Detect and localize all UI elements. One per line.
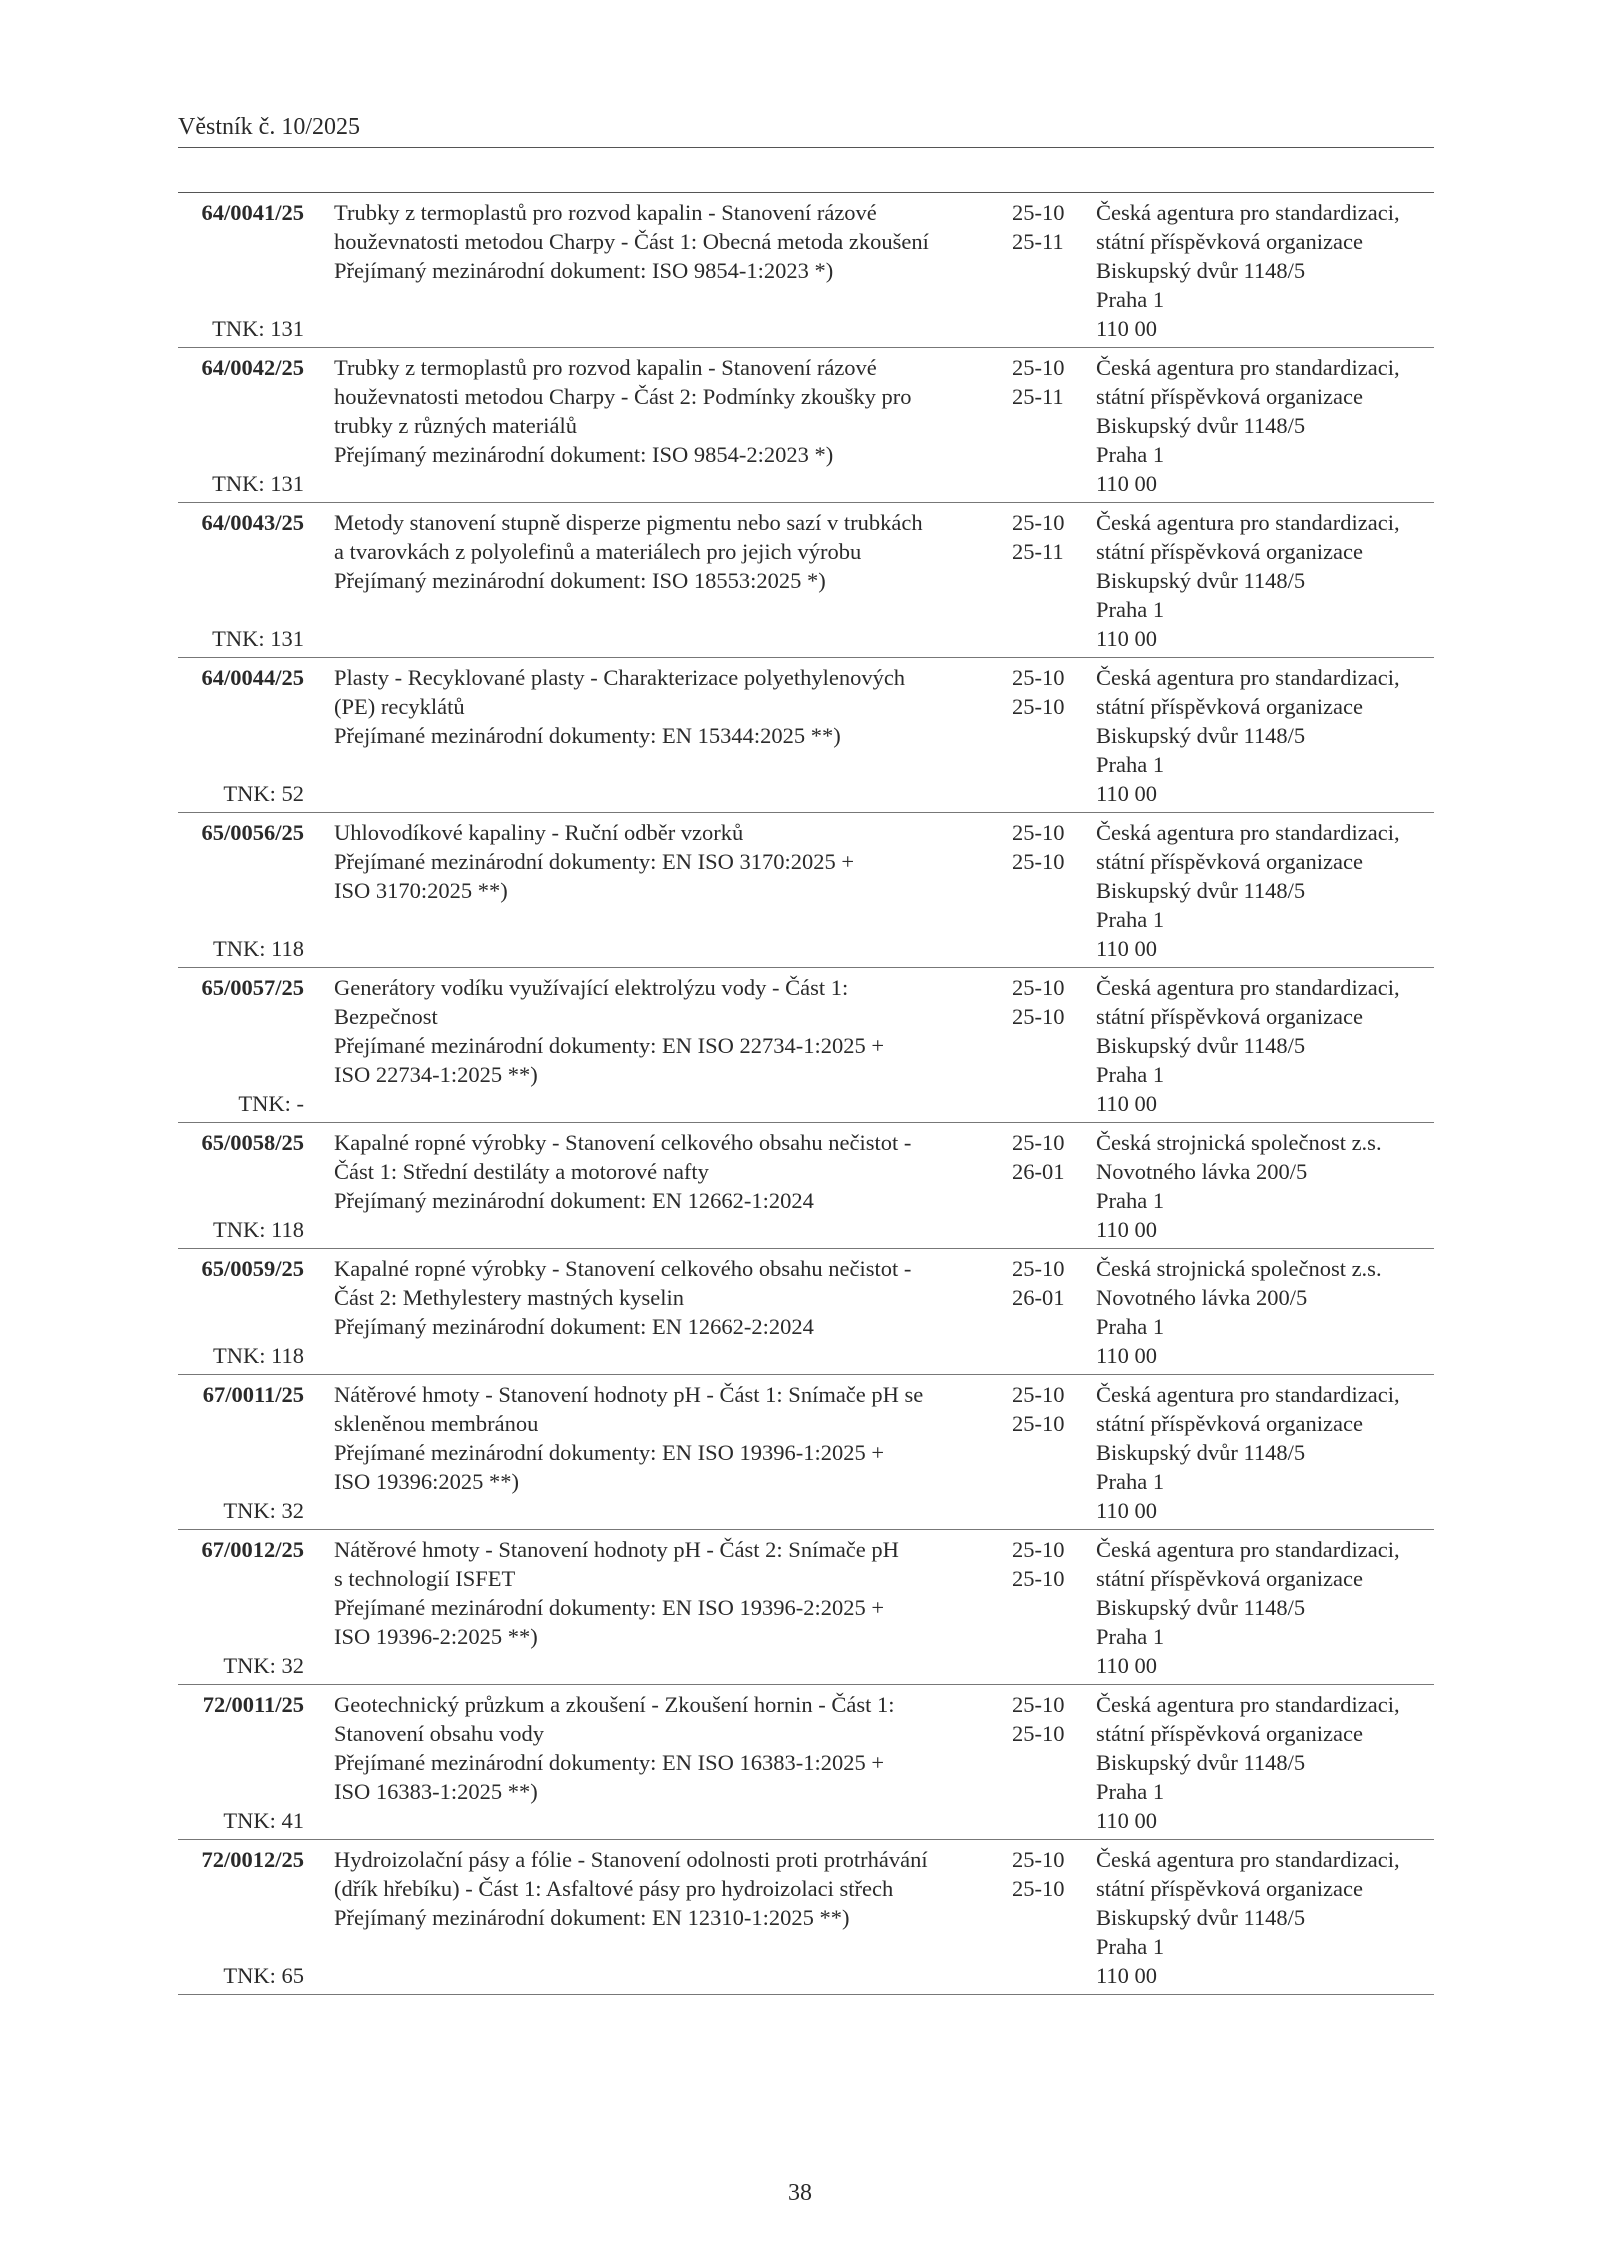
date-value: 25-11 [1012, 229, 1064, 254]
address-line: státní příspěvková organizace [1096, 384, 1363, 409]
address-line: Česká agentura pro standardizaci, [1096, 1382, 1400, 1407]
address-line: Česká agentura pro standardizaci, [1096, 355, 1400, 380]
date-cell [1012, 1128, 1074, 1244]
organization-address [1074, 1535, 1434, 1680]
date-value: 25-10 [1012, 355, 1065, 380]
description-line: houževnatosti metodou Charpy - Část 2: Podmínky zkoušky pro [334, 384, 912, 409]
tnk-label: TNK: 118 [212, 1343, 304, 1368]
address-line: Biskupský dvůr 1148/5 [1096, 1595, 1306, 1620]
address-line: 110 00 [1096, 316, 1158, 341]
standard-description [304, 1690, 1012, 1835]
description-line: skleněnou membránou [334, 1411, 539, 1436]
description-line: ISO 22734-1:2025 **) [334, 1062, 538, 1087]
description-line: Přejímané mezinárodní dokumenty: EN ISO 22734-1:2025 + [334, 1033, 885, 1058]
description-line: houževnatosti metodou Charpy - Část 1: Obecná metoda zkoušení [334, 229, 929, 254]
standard-number: 65/0059/25 [201, 1256, 304, 1281]
description-line: Přejímaný mezinárodní dokument: EN 12662-1:2024 [334, 1188, 814, 1213]
organization-address [1074, 818, 1434, 963]
table-row [178, 1375, 1434, 1530]
standard-id-cell [178, 1535, 304, 1680]
standard-id-cell [178, 198, 304, 343]
standard-id-cell [178, 1128, 304, 1244]
address-line: Novotného lávka 200/5 [1096, 1285, 1308, 1310]
date-cell [1012, 663, 1074, 808]
standard-description [304, 663, 1012, 808]
table-row [178, 503, 1434, 658]
standard-id-cell [178, 1380, 304, 1525]
standard-description [304, 1535, 1012, 1680]
organization-address [1074, 663, 1434, 808]
tnk-label: TNK: 131 [212, 316, 304, 341]
description-line: Plasty - Recyklované plasty - Charakterizace polyethylenových [334, 665, 906, 690]
date-value: 25-10 [1012, 1847, 1065, 1872]
date-value: 25-10 [1012, 200, 1065, 225]
date-value: 25-10 [1012, 665, 1065, 690]
date-value: 26-01 [1012, 1159, 1065, 1184]
description-line: Přejímané mezinárodní dokumenty: EN 15344:2025 **) [334, 723, 841, 748]
description-line: ISO 19396-2:2025 **) [334, 1624, 538, 1649]
date-cell [1012, 1845, 1074, 1990]
address-line: Česká agentura pro standardizaci, [1096, 510, 1400, 535]
date-value: 25-10 [1012, 1566, 1065, 1591]
table-row [178, 1123, 1434, 1249]
standard-number: 72/0011/25 [202, 1692, 304, 1717]
description-line: ISO 3170:2025 **) [334, 878, 508, 903]
description-line: Bezpečnost [334, 1004, 438, 1029]
standard-number: 64/0043/25 [201, 510, 304, 535]
address-line: Praha 1 [1096, 1314, 1165, 1339]
description-line: Přejímané mezinárodní dokumenty: EN ISO 16383-1:2025 + [334, 1750, 885, 1775]
description-line: Kapalné ropné výrobky - Stanovení celkového obsahu nečistot - [334, 1130, 912, 1155]
description-line: Uhlovodíkové kapaliny - Ruční odběr vzorků [334, 820, 744, 845]
organization-address [1074, 1254, 1434, 1370]
standard-description [304, 1254, 1012, 1370]
date-cell [1012, 1380, 1074, 1525]
date-value: 26-01 [1012, 1285, 1065, 1310]
address-line: Praha 1 [1096, 1469, 1165, 1494]
date-cell [1012, 508, 1074, 653]
date-value: 25-10 [1012, 1537, 1065, 1562]
tnk-label: TNK: 65 [223, 1963, 304, 1988]
standard-number: 64/0044/25 [201, 665, 304, 690]
standard-id-cell [178, 1690, 304, 1835]
date-value: 25-11 [1012, 539, 1064, 564]
description-line: Trubky z termoplastů pro rozvod kapalin - Stanovení rázové [334, 200, 877, 225]
address-line: státní příspěvková organizace [1096, 1721, 1363, 1746]
description-line: Přejímané mezinárodní dokumenty: EN ISO 19396-2:2025 + [334, 1595, 885, 1620]
description-line: (dřík hřebíku) - Část 1: Asfaltové pásy pro hydroizolaci střech [334, 1876, 894, 1901]
tnk-label: TNK: 32 [223, 1498, 304, 1523]
description-line: Metody stanovení stupně disperze pigmentu nebo sazí v trubkách [334, 510, 923, 535]
standard-description [304, 1380, 1012, 1525]
standard-number: 64/0042/25 [201, 355, 304, 380]
date-value: 25-10 [1012, 1004, 1065, 1029]
address-line: 110 00 [1096, 1217, 1158, 1242]
description-line: Generátory vodíku využívající elektrolýzu vody - Část 1: [334, 975, 849, 1000]
organization-address [1074, 1128, 1434, 1244]
date-value: 25-10 [1012, 510, 1065, 535]
address-line: Biskupský dvůr 1148/5 [1096, 878, 1306, 903]
standard-description [304, 973, 1012, 1118]
tnk-label: TNK: 41 [223, 1808, 304, 1833]
tnk-label: TNK: 131 [212, 471, 304, 496]
address-line: 110 00 [1096, 936, 1158, 961]
address-line: Biskupský dvůr 1148/5 [1096, 568, 1306, 593]
description-line: Přejímané mezinárodní dokumenty: EN ISO 19396-1:2025 + [334, 1440, 885, 1465]
address-line: Praha 1 [1096, 1624, 1165, 1649]
date-value: 25-10 [1012, 975, 1065, 1000]
address-line: Biskupský dvůr 1148/5 [1096, 1440, 1306, 1465]
organization-address [1074, 1690, 1434, 1835]
date-value: 25-10 [1012, 849, 1065, 874]
organization-address [1074, 973, 1434, 1118]
description-line: Nátěrové hmoty - Stanovení hodnoty pH - Část 1: Snímače pH se [334, 1382, 924, 1407]
description-line: Přejímaný mezinárodní dokument: EN 12310-1:2025 **) [334, 1905, 850, 1930]
description-line: ISO 16383-1:2025 **) [334, 1779, 538, 1804]
description-line: a tvarovkách z polyolefinů a materiálech pro jejich výrobu [334, 539, 862, 564]
address-line: Biskupský dvůr 1148/5 [1096, 258, 1306, 283]
standard-description [304, 353, 1012, 498]
standard-description [304, 818, 1012, 963]
address-line: 110 00 [1096, 1653, 1158, 1678]
description-line: trubky z různých materiálů [334, 413, 578, 438]
standard-description [304, 1128, 1012, 1244]
standard-description [304, 198, 1012, 343]
description-line: Přejímané mezinárodní dokumenty: EN ISO 3170:2025 + [334, 849, 855, 874]
description-line: Přejímaný mezinárodní dokument: ISO 9854-1:2023 *) [334, 258, 834, 283]
page-footer [0, 2180, 1600, 2207]
table-row [178, 658, 1434, 813]
address-line: Praha 1 [1096, 1188, 1165, 1213]
address-line: Česká agentura pro standardizaci, [1096, 1847, 1400, 1872]
date-cell [1012, 1254, 1074, 1370]
bulletin-title: Věstník č. 10/2025 [178, 114, 360, 140]
description-line: Část 1: Střední destiláty a motorové nafty [334, 1159, 709, 1184]
table-row [178, 348, 1434, 503]
date-value: 25-11 [1012, 384, 1064, 409]
date-value: 25-10 [1012, 1411, 1065, 1436]
organization-address [1074, 1380, 1434, 1525]
date-value: 25-10 [1012, 1692, 1065, 1717]
date-cell [1012, 973, 1074, 1118]
standard-number: 67/0011/25 [202, 1382, 304, 1407]
tnk-label: TNK: 131 [212, 626, 304, 651]
address-line: Praha 1 [1096, 1779, 1165, 1804]
description-line: ISO 19396:2025 **) [334, 1469, 519, 1494]
description-line: s technologií ISFET [334, 1566, 516, 1591]
address-line: státní příspěvková organizace [1096, 849, 1363, 874]
address-line: 110 00 [1096, 1808, 1158, 1833]
address-line: Česká agentura pro standardizaci, [1096, 975, 1400, 1000]
address-line: státní příspěvková organizace [1096, 229, 1363, 254]
date-value: 25-10 [1012, 1876, 1065, 1901]
tnk-label: TNK: 118 [212, 1217, 304, 1242]
standard-id-cell [178, 1845, 304, 1990]
standard-id-cell [178, 353, 304, 498]
date-cell [1012, 353, 1074, 498]
date-value: 25-10 [1012, 820, 1065, 845]
date-value: 25-10 [1012, 1256, 1065, 1281]
date-cell [1012, 1535, 1074, 1680]
table-row [178, 1530, 1434, 1685]
address-line: Praha 1 [1096, 597, 1165, 622]
date-value: 25-10 [1012, 1130, 1065, 1155]
address-line: 110 00 [1096, 626, 1158, 651]
address-line: Česká strojnická společnost z.s. [1096, 1256, 1382, 1281]
address-line: státní příspěvková organizace [1096, 1411, 1363, 1436]
organization-address [1074, 198, 1434, 343]
date-cell [1012, 818, 1074, 963]
standard-number: 67/0012/25 [201, 1537, 304, 1562]
address-line: Praha 1 [1096, 1062, 1165, 1087]
standard-id-cell [178, 1254, 304, 1370]
description-line: Část 2: Methylestery mastných kyselin [334, 1285, 684, 1310]
address-line: Novotného lávka 200/5 [1096, 1159, 1308, 1184]
address-line: Praha 1 [1096, 752, 1165, 777]
standard-number: 72/0012/25 [201, 1847, 304, 1872]
address-line: Praha 1 [1096, 287, 1165, 312]
standard-id-cell [178, 663, 304, 808]
address-line: Česká agentura pro standardizaci, [1096, 665, 1400, 690]
table-row [178, 1685, 1434, 1840]
address-line: 110 00 [1096, 1343, 1158, 1368]
address-line: 110 00 [1096, 471, 1158, 496]
date-value: 25-10 [1012, 694, 1065, 719]
standard-description [304, 1845, 1012, 1990]
table-row [178, 1249, 1434, 1375]
page-header [178, 113, 1434, 148]
standard-number: 65/0058/25 [201, 1130, 304, 1155]
address-line: Biskupský dvůr 1148/5 [1096, 413, 1306, 438]
address-line: 110 00 [1096, 1091, 1158, 1116]
description-line: Nátěrové hmoty - Stanovení hodnoty pH - Část 2: Snímače pH [334, 1537, 899, 1562]
description-line: Kapalné ropné výrobky - Stanovení celkového obsahu nečistot - [334, 1256, 912, 1281]
description-line: Přejímaný mezinárodní dokument: ISO 18553:2025 *) [334, 568, 826, 593]
date-cell [1012, 1690, 1074, 1835]
address-line: Praha 1 [1096, 907, 1165, 932]
tnk-label: TNK: 32 [223, 1653, 304, 1678]
address-line: Česká agentura pro standardizaci, [1096, 1537, 1400, 1562]
organization-address [1074, 508, 1434, 653]
standard-id-cell [178, 508, 304, 653]
organization-address [1074, 353, 1434, 498]
description-line: Geotechnický průzkum a zkoušení - Zkoušení hornin - Část 1: [334, 1692, 895, 1717]
address-line: Česká agentura pro standardizaci, [1096, 1692, 1400, 1717]
table-row [178, 968, 1434, 1123]
address-line: Biskupský dvůr 1148/5 [1096, 723, 1306, 748]
description-line: Hydroizolační pásy a fólie - Stanovení odolnosti proti protrhávání [334, 1847, 928, 1872]
standard-id-cell [178, 973, 304, 1118]
standard-id-cell [178, 818, 304, 963]
date-value: 25-10 [1012, 1382, 1065, 1407]
organization-address [1074, 1845, 1434, 1990]
address-line: státní příspěvková organizace [1096, 694, 1363, 719]
standard-number: 65/0056/25 [201, 820, 304, 845]
date-cell [1012, 198, 1074, 343]
address-line: 110 00 [1096, 1498, 1158, 1523]
address-line: Česká agentura pro standardizaci, [1096, 200, 1400, 225]
standard-description [304, 508, 1012, 653]
address-line: Česká agentura pro standardizaci, [1096, 820, 1400, 845]
address-line: Biskupský dvůr 1148/5 [1096, 1750, 1306, 1775]
address-line: Biskupský dvůr 1148/5 [1096, 1905, 1306, 1930]
tnk-label: TNK: - [238, 1091, 304, 1116]
address-line: státní příspěvková organizace [1096, 1566, 1363, 1591]
address-line: státní příspěvková organizace [1096, 1004, 1363, 1029]
tnk-label: TNK: 118 [212, 936, 304, 961]
standard-number: 65/0057/25 [201, 975, 304, 1000]
address-line: Praha 1 [1096, 442, 1165, 467]
description-line: Přejímaný mezinárodní dokument: ISO 9854-2:2023 *) [334, 442, 834, 467]
page-number: 38 [788, 2180, 812, 2206]
standard-number: 64/0041/25 [201, 200, 304, 225]
address-line: státní příspěvková organizace [1096, 539, 1363, 564]
description-line: (PE) recyklátů [334, 694, 465, 719]
address-line: Biskupský dvůr 1148/5 [1096, 1033, 1306, 1058]
date-value: 25-10 [1012, 1721, 1065, 1746]
tnk-label: TNK: 52 [223, 781, 304, 806]
address-line: Česká strojnická společnost z.s. [1096, 1130, 1382, 1155]
address-line: státní příspěvková organizace [1096, 1876, 1363, 1901]
description-line: Trubky z termoplastů pro rozvod kapalin - Stanovení rázové [334, 355, 877, 380]
table-row [178, 813, 1434, 968]
address-line: Praha 1 [1096, 1934, 1165, 1959]
table-row [178, 1840, 1434, 1995]
standards-table [178, 192, 1434, 1995]
address-line: 110 00 [1096, 781, 1158, 806]
description-line: Přejímaný mezinárodní dokument: EN 12662-2:2024 [334, 1314, 814, 1339]
address-line: 110 00 [1096, 1963, 1158, 1988]
table-row [178, 193, 1434, 348]
description-line: Stanovení obsahu vody [334, 1721, 544, 1746]
